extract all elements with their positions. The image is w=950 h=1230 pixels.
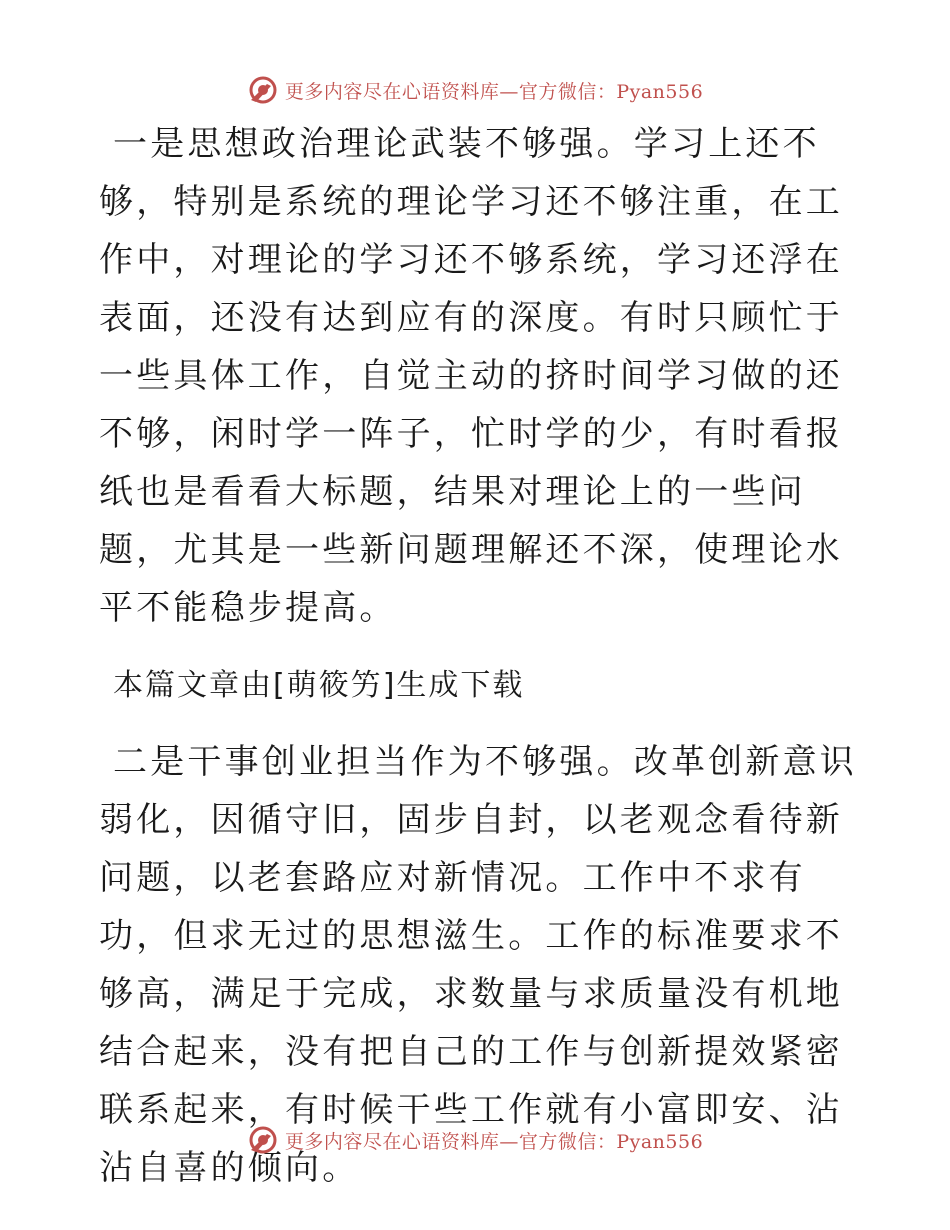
footer-banner	[0, 1120, 950, 1160]
paragraph-1: 一是思想政治理论武装不够强。学习上还不够，特别是系统的理论学习还不够注重，在工作中，对理论的学习还不够系统，学习还浮在表面，还没有达到应有的深度。有时只顾忙于一些具体工作，自觉主动的挤时间学习做的还不够，闲时学一阵子，忙时学的少，有时看报纸也是看看大标题，结果对理论上的一些问题，尤其是一些新问题理解还不深，使理论水平不能稳步提高。	[99, 124, 843, 628]
pen-circle-icon	[247, 74, 279, 106]
banner-text: 更多内容尽在心语资料库—官方微信：Pyan556	[284, 80, 704, 103]
pen-circle-icon	[247, 1124, 279, 1156]
download-note: 本篇文章由[萌筱竻]生成下载	[113, 668, 525, 703]
banner-text: 更多内容尽在心语资料库—官方微信：Pyan556	[284, 1130, 704, 1153]
header-banner	[0, 70, 950, 110]
paragraph-2: 二是干事创业担当作为不够强。改革创新意识弱化，因循守旧，固步自封，以老观念看待新问题，以老套路应对新情况。工作中不求有功，但求无过的思想滋生。工作的标准要求不够高，满足于完成，求数量与求质量没有机地结合起来，没有把自己的工作与创新提效紧密联系起来，有时候干些工作就有小富即安、沾沾自喜的倾向。	[99, 742, 857, 1188]
document-body	[99, 115, 859, 1197]
